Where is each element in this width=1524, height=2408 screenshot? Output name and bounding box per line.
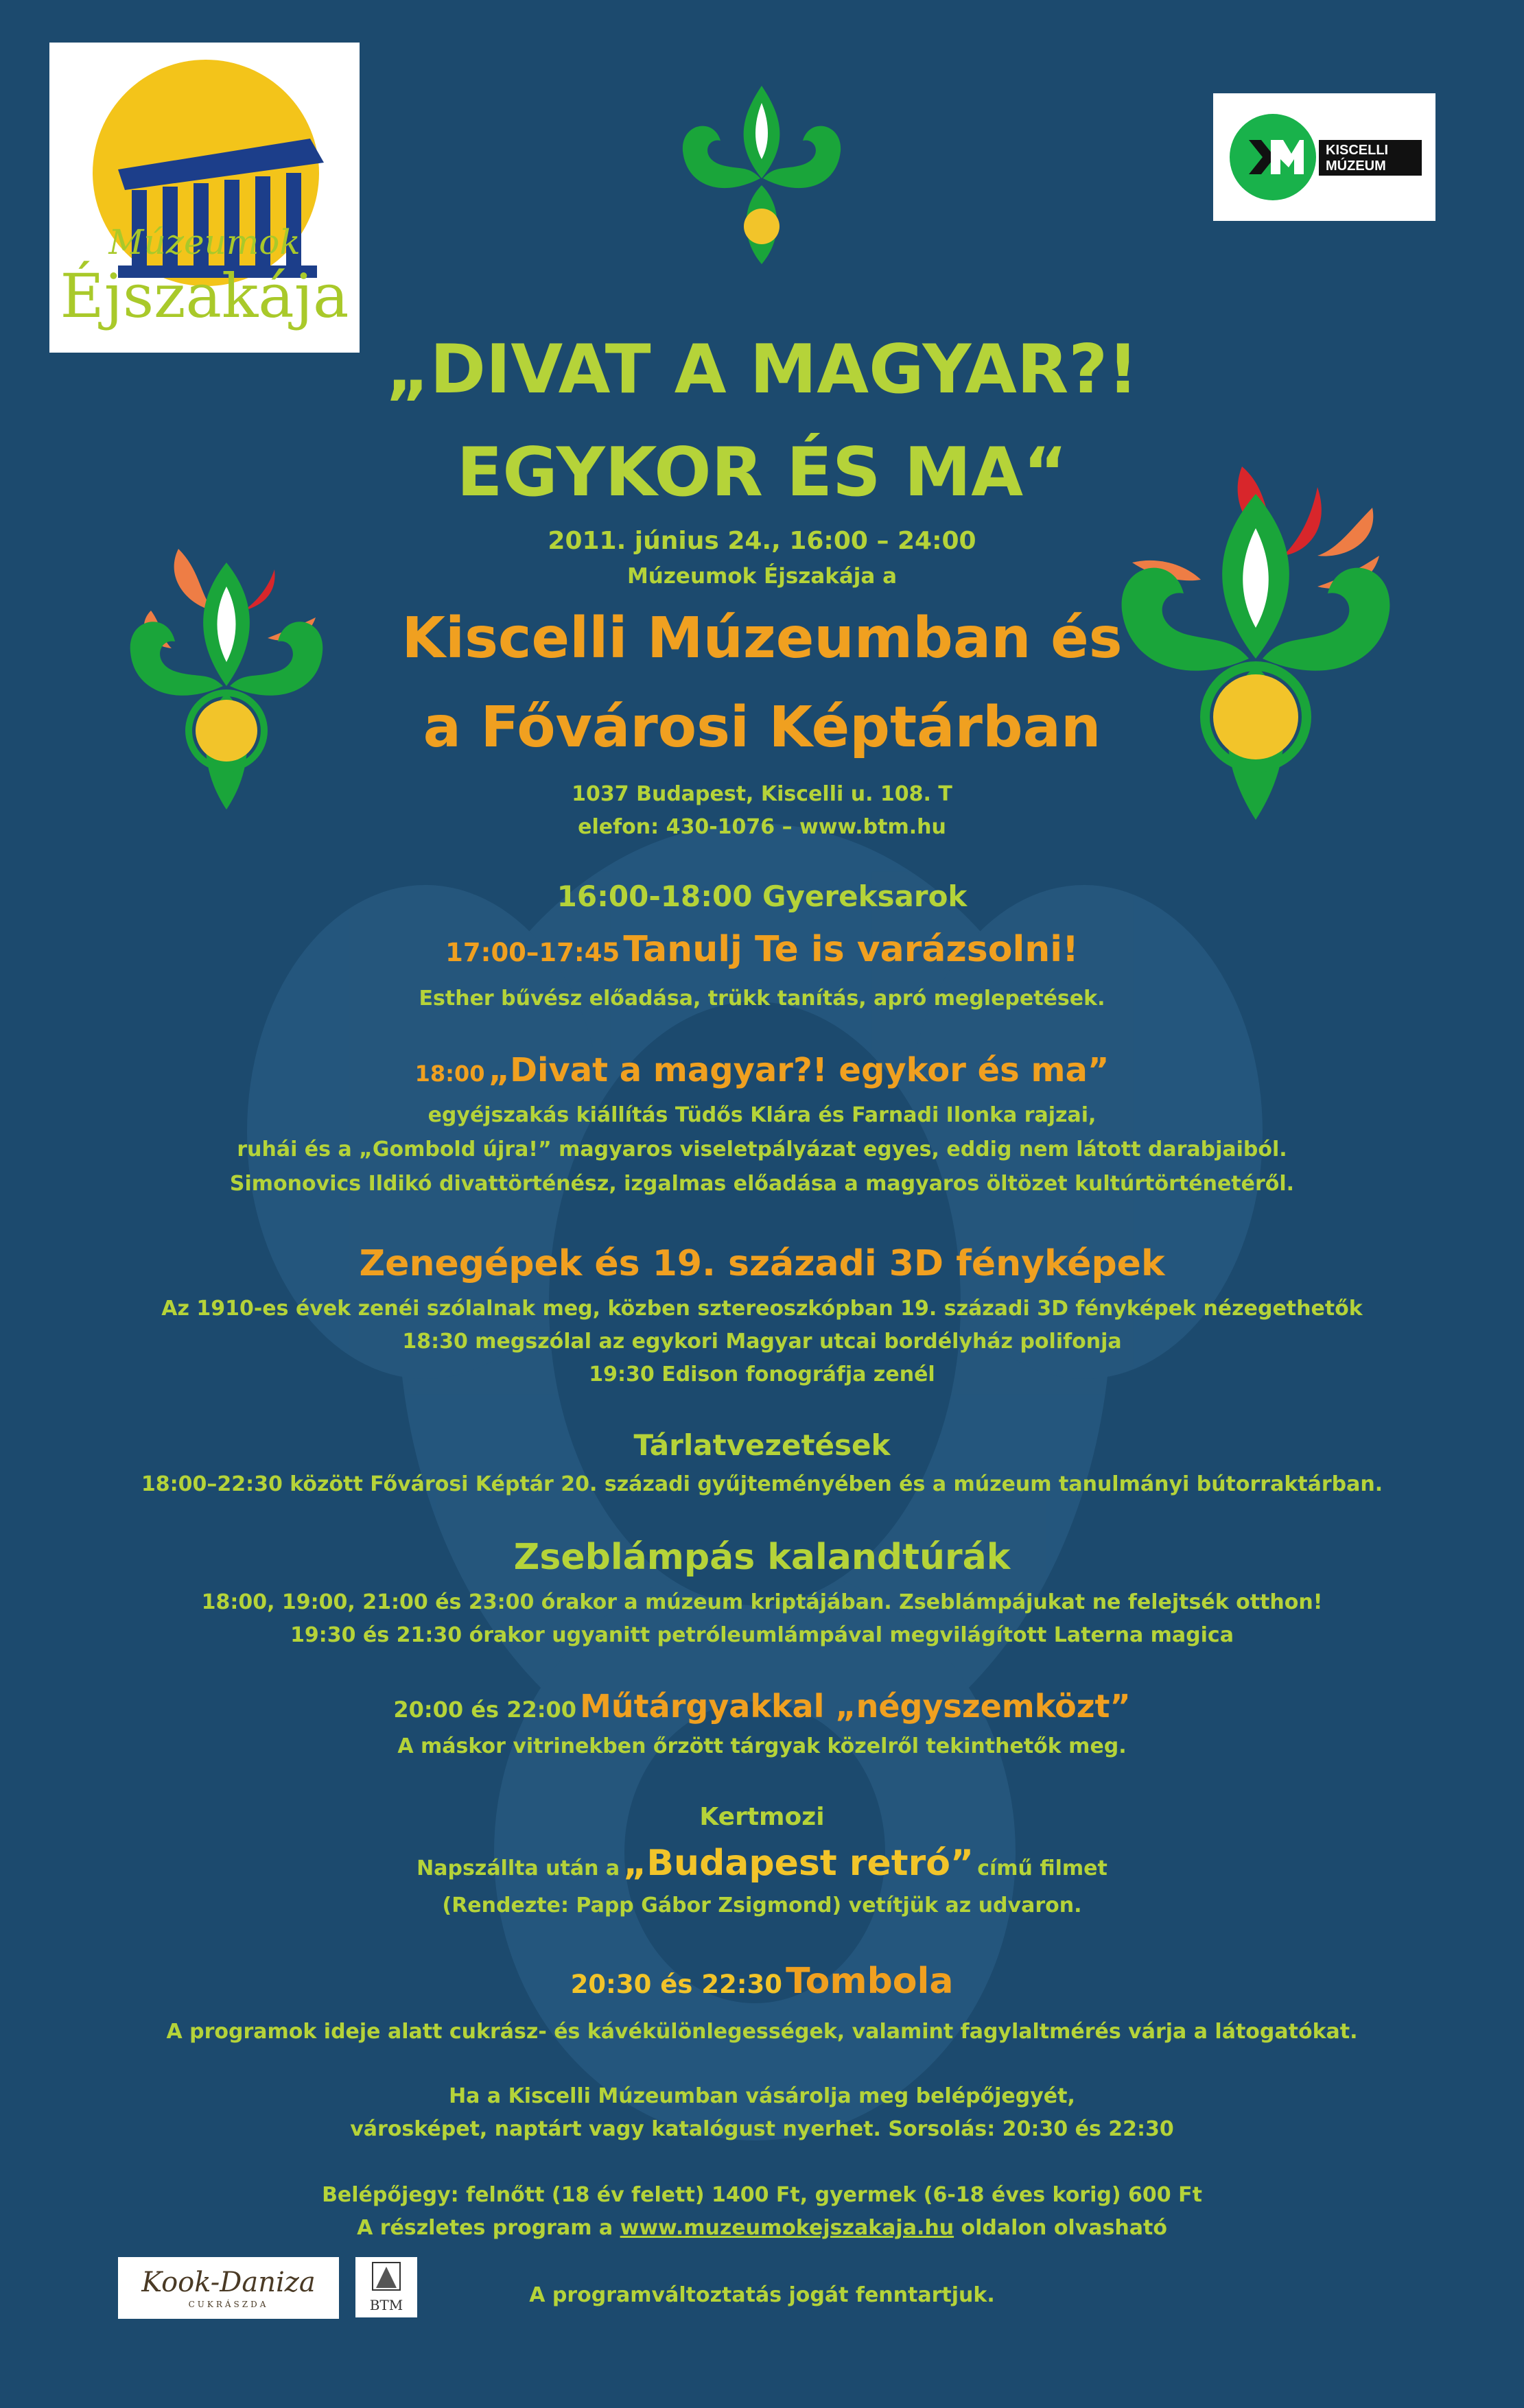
disclaimer: A programváltoztatás jogát fenntartjuk.	[529, 2283, 995, 2307]
zseb-description-1: 18:00, 19:00, 21:00 és 23:00 órakor a múzeum kriptájában. Zseblámpájukat ne felejtsék otthon!	[201, 1590, 1323, 1614]
raffle-line-1: Ha a Kiscelli Múzeumban vásárolja meg belépőjegyét,	[449, 2084, 1075, 2108]
zene-description-2: 18:30 megszólal az egykori Magyar utcai bordélyház polifonja	[402, 1330, 1122, 1354]
zseb-heading: Zseblámpás kalandtúrák	[513, 1537, 1011, 1578]
event-date: 2011. június 24., 16:00 – 24:00	[548, 527, 976, 555]
logo-text-line1: Múzeumok	[108, 222, 301, 262]
divat-description-2: ruhái és a „Gombold újra!” magyaros viseletpályázat egyes, eddig nem látott darabjaiból.	[237, 1137, 1287, 1161]
more-info-post: oldalon olvasható	[961, 2216, 1167, 2240]
km-circle-icon	[1228, 113, 1317, 202]
km-label-line2: MÚZEUM	[1326, 158, 1386, 174]
mutargy-description: A máskor vitrinekben őrzött tárgyak közelről tekinthetők meg.	[397, 1734, 1127, 1758]
km-label-line1: KISCELLI	[1326, 143, 1389, 158]
kook-daniza-text: Kook-Daniza	[141, 2267, 316, 2298]
divat-title: „Divat a magyar?! egykor és ma”	[488, 1051, 1110, 1089]
tombola-title: Tombola	[786, 1961, 954, 2002]
mutargy-title: Műtárgyakkal „négyszemközt”	[580, 1688, 1131, 1725]
tarlat-heading: Tárlatvezetések	[633, 1428, 891, 1462]
magic-description: Esther bűvész előadása, trükk tanítás, apró meglepetések.	[419, 987, 1105, 1011]
website-link[interactable]: www.muzeumokejszakaja.hu	[620, 2216, 954, 2240]
address-line1: 1037 Budapest, Kiscelli u. 108. T	[572, 782, 952, 806]
kertmozi-description: (Rendezte: Papp Gábor Zsigmond) vetítjük az udvaron.	[442, 1893, 1082, 1917]
kertmozi-heading: Kertmozi	[699, 1803, 825, 1831]
gyereksarok-heading: 16:00-18:00 Gyereksarok	[556, 880, 968, 913]
kook-daniza-logo	[118, 2257, 339, 2319]
btm-text: BTM	[369, 2297, 403, 2313]
kertmozi-film: „Budapest retró”	[623, 1843, 974, 1884]
magic-time: 17:00–17:45	[445, 938, 620, 967]
divat-description-1: egyéjszakás kiállítás Tüdős Klára és Farnadi Ilonka rajzai,	[427, 1103, 1097, 1127]
venue-line2: a Fővárosi Képtárban	[423, 695, 1101, 760]
fleur-ornament-top-icon	[679, 82, 844, 268]
magic-title: Tanulj Te is varázsolni!	[623, 929, 1079, 970]
zseb-description-2: 19:30 és 21:30 órakor ugyanitt petróleumlámpával megvilágított Laterna magica	[290, 1623, 1234, 1647]
magic-heading	[0, 929, 1524, 970]
zene-description-1: Az 1910-es évek zenéi szólalnak meg, közben sztereoszkópban 19. századi 3D fényképek nézegethetők	[161, 1297, 1363, 1321]
tombola-description: A programok ideje alatt cukrász- és kávékülönlegességek, valamint fagylaltmérés várja a látogatókat.	[166, 2020, 1358, 2044]
logo-text-line2: Éjszakája	[60, 261, 349, 331]
btm-emblem-icon	[355, 2257, 417, 2298]
title-line2: EGYKOR ÉS MA“	[456, 434, 1068, 512]
tombola-heading	[0, 1961, 1524, 2002]
mutargy-time: 20:00 és 22:00	[393, 1697, 577, 1723]
kertmozi-line	[0, 1843, 1524, 1884]
tarlat-description: 18:00–22:30 között Fővárosi Képtár 20. századi gyűjteményében és a múzeum tanulmányi bútorraktárban.	[141, 1472, 1383, 1496]
zene-description-3: 19:30 Edison fonográfja zenél	[589, 1362, 935, 1386]
title-line1: „DIVAT A MAGYAR?!	[386, 331, 1138, 409]
mutargy-heading	[0, 1688, 1524, 1725]
tombola-time: 20:30 és 22:30	[570, 1970, 782, 1999]
kertmozi-post: című filmet	[977, 1856, 1107, 1880]
km-label-box	[1319, 140, 1422, 176]
kiscelli-muzeum-logo	[1213, 93, 1435, 221]
muzeumok-ejszakaja-logo	[49, 43, 360, 353]
more-info-pre: A részletes program a	[357, 2216, 613, 2240]
divat-heading	[0, 1051, 1524, 1089]
event-subtitle: Múzeumok Éjszakája a	[626, 564, 898, 589]
address-line2: elefon: 430-1076 – www.btm.hu	[578, 815, 946, 839]
kertmozi-pre: Napszállta után a	[417, 1856, 620, 1880]
venue-line1: Kiscelli Múzeumban és	[401, 606, 1123, 671]
raffle-line-2: városképet, naptárt vagy katalógust nyerhet. Sorsolás: 20:30 és 22:30	[350, 2117, 1174, 2141]
zene-heading: Zenegépek és 19. századi 3D fényképek	[359, 1243, 1165, 1284]
btm-logo	[355, 2257, 417, 2317]
more-info	[0, 2216, 1524, 2240]
divat-time: 18:00	[414, 1061, 485, 1087]
divat-description-3: Simonovics Ildikó divattörténész, izgalmas előadása a magyaros öltözet kultúrtörténetéről.	[229, 1172, 1295, 1196]
ticket-price: Belépőjegy: felnőtt (18 év felett) 1400 Ft, gyermek (6-18 éves korig) 600 Ft	[322, 2183, 1202, 2207]
kook-daniza-sub: CUKRÁSZDA	[188, 2300, 269, 2309]
